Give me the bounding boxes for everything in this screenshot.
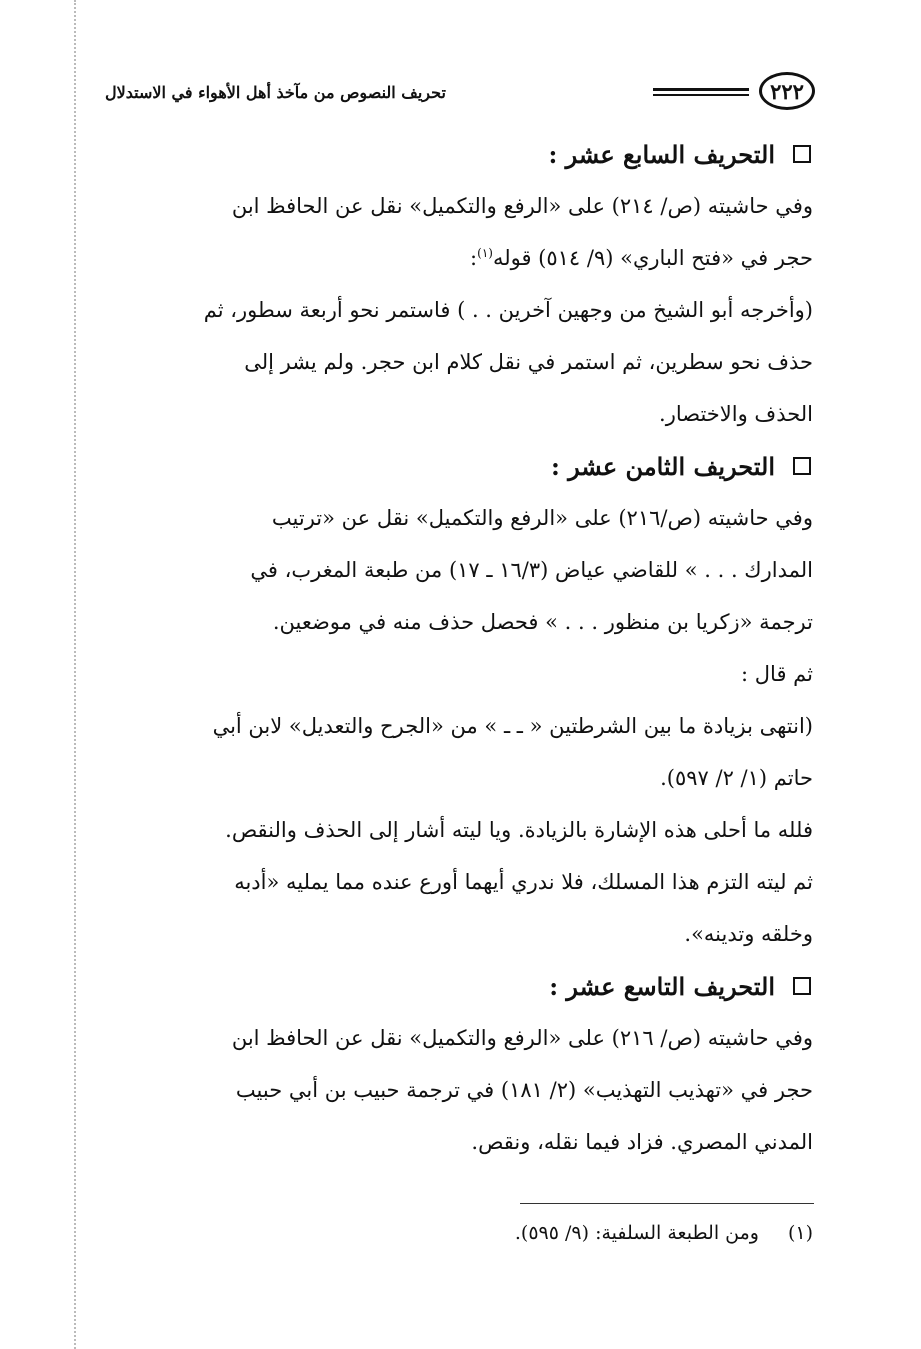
text-line: حجر في «تهذيب التهذيب» (٢/ ١٨١) في ترجمة حبيب بن أبي حبيب [235, 1078, 813, 1102]
footnote-number: (١) [787, 1222, 813, 1244]
square-bullet-icon [793, 145, 811, 163]
section-heading-text: التحريف الثامن عشر : [550, 451, 775, 481]
text-line [108, 232, 813, 284]
section-heading [108, 440, 813, 492]
section-heading-text: التحريف التاسع عشر : [549, 971, 775, 1001]
running-title: تحريف النصوص من مآخذ أهل الأهواء في الاستدلال [105, 83, 446, 102]
page-number: ٢٢٢ [759, 72, 815, 110]
page-content [108, 128, 813, 1168]
text-line: وخلقه وتدينه». [684, 922, 813, 946]
text-line-part: حجر في «فتح الباري» (٩/ ٥١٤) قوله [492, 246, 813, 270]
scan-edge [74, 0, 76, 1349]
text-line: المدارك . . . » للقاضي عياض (١٦/٣ ـ ١٧) من طبعة المغرب، في [250, 558, 813, 582]
footnote [108, 1222, 813, 1244]
text-line: الحذف والاختصار. [659, 402, 813, 426]
square-bullet-icon [793, 977, 811, 995]
section-body [108, 492, 813, 960]
footnote-text: ومن الطبعة السلفية: (٩/ ٥٩٥). [514, 1222, 759, 1244]
text-line: وفي حاشيته (ص/ ٢١٦) على «الرفع والتكميل» نقل عن الحافظ ابن [231, 1026, 813, 1050]
text-line: حاتم (١/ ٢/ ٥٩٧). [660, 766, 813, 790]
header-rule [653, 88, 749, 99]
text-line: ترجمة «زكريا بن منظور . . . » فحصل حذف منه في موضعين. [272, 610, 813, 634]
text-line: (انتهى بزيادة ما بين الشرطتين « ـ ـ » من «الجرح والتعديل» لابن أبي [212, 714, 813, 738]
section-heading [108, 128, 813, 180]
text-line: ثم قال : [741, 662, 813, 686]
section-heading [108, 960, 813, 1012]
text-line: المدني المصري. فزاد فيما نقله، ونقص. [471, 1130, 813, 1154]
text-line: حذف نحو سطرين، ثم استمر في نقل كلام ابن حجر. ولم يشر إلى [244, 350, 813, 374]
square-bullet-icon [793, 457, 811, 475]
footnote-ref[interactable]: (١) [477, 246, 493, 260]
footnote-separator [520, 1203, 814, 1204]
text-line: ثم ليته التزم هذا المسلك، فلا ندري أيهما أورع عنده مما يمليه «أدبه [234, 870, 813, 894]
page-header [105, 70, 815, 120]
section-heading-text: التحريف السابع عشر : [548, 139, 775, 169]
section-body [108, 180, 813, 440]
text-line: (وأخرجه أبو الشيخ من وجهين آخرين . . ) فاستمر نحو أربعة سطور، ثم [203, 298, 813, 322]
section-body [108, 1012, 813, 1168]
text-line: وفي حاشيته (ص/ ٢١٤) على «الرفع والتكميل» نقل عن الحافظ ابن [231, 194, 813, 218]
text-line: فلله ما أحلى هذه الإشارة بالزيادة. ويا ليته أشار إلى الحذف والنقص. [225, 818, 813, 842]
text-line-part: : [470, 246, 478, 270]
text-line: وفي حاشيته (ص/٢١٦) على «الرفع والتكميل» نقل عن «ترتيب [271, 506, 813, 530]
